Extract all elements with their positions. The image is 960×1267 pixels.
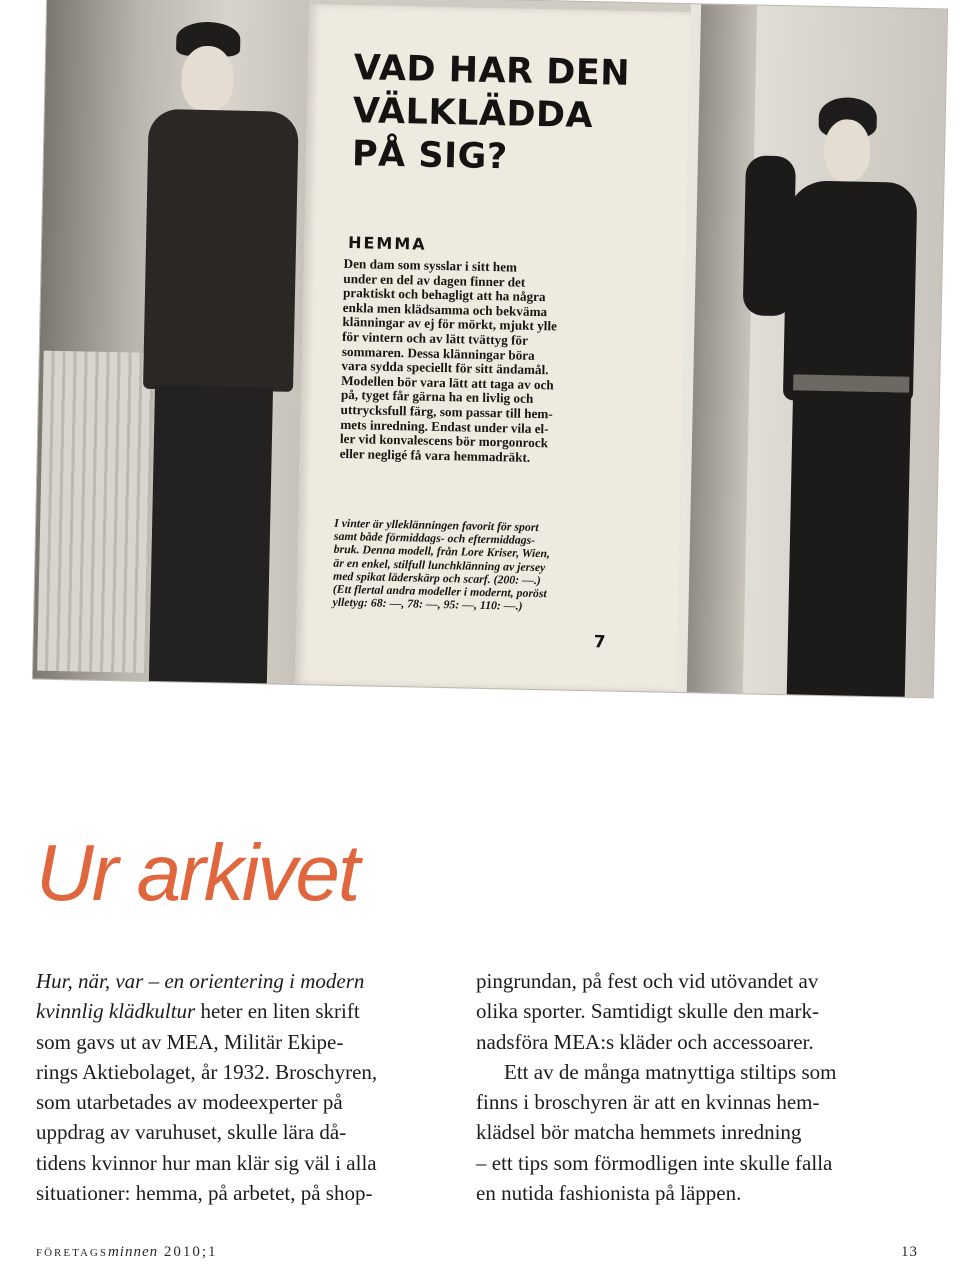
footer-page-number: 13 [901,1244,918,1260]
footer-publication: företagsminnen 2010;1 [36,1244,218,1260]
text-line: klädsel bör matcha hemmets inredning [476,1120,802,1145]
text-line: som gavs ut av MEA, Militär Ekipe- [36,1029,344,1054]
text-line: rings Aktiebolaget, år 1932. Broschyren, [36,1059,378,1084]
text-line: olika sporter. Samtidigt skulle den mark- [476,999,819,1024]
text-line: en nutida fashionista på läppen. [476,1181,742,1206]
text-line: – ett tips som förmodligen inte skulle falla [476,1150,833,1175]
brochure-section-label: HEMMA [347,233,427,254]
text-line: nadsföra MEA:s kläder och accessoarer. [476,1029,814,1054]
brochure-body: Den dam som sysslar i sitt hem under en del av dagen finner det praktiskt och behagligt att ha några enkla men klädsamma och bekväma klänningar av ej för mörkt, mjukt ylle för vintern och av lätt tvättyg för sommaren. Dessa klänningar böra vara sydda speciellt för sitt ändamål. Modellen bör vara lätt att taga av och på, tyget får gärna ha en livlig och uttrycksfull färg, som passar till hem- mets inredning. Endast under vila el- ler vid konvalescens bör morgonrock eller negligé få vara hemmadräkt. [339,255,558,465]
brochure-heading: VAD HAR DEN VÄLKLÄDDA PÅ SIG? [351,48,631,178]
article-title: Ur arkivet [36,828,359,917]
brochure-page [295,4,691,692]
woman-in-suit-figure [129,15,313,684]
article-column-left [36,966,446,1208]
text-line: situationer: hemma, på arbetet, på shop- [36,1181,373,1206]
photo-right-panel [677,4,947,697]
brochure-caption: I vinter är ylleklänningen favorit för sport samt både förmiddags- och eftermiddags- bruk. Denna modell, från Lore Kriser, Wien, är en enkel, stilfull lunchklänning av jersey med spikat läderskärp och scarf. (200: —.) (Ett flertal andra modeller i modernt, poröst ylletyg: 68: —, 78: —, 95: —, 110: —.) [332,515,551,613]
text-line: kvinnlig klädkultur heter en liten skrift [36,999,360,1024]
brochure-page-number: 7 [593,632,606,653]
text-line: tidens kvinnor hur man klär sig väl i alla [36,1150,377,1175]
text-line: som utarbetades av modeexperter på [36,1090,343,1115]
text-line: Hur, när, var – en orientering i modern [36,969,365,993]
woman-in-dress-figure [727,95,940,697]
text-line: uppdrag av varuhuset, skulle lära då- [36,1120,347,1145]
text-line: pingrundan, på fest och vid utövandet av [476,969,819,993]
text-line: Ett av de många matnyttiga stiltips som [504,1059,837,1084]
text-line: finns i broschyren är att en kvinnas hem- [476,1090,820,1115]
archive-photo [33,0,947,697]
article-column-right [476,966,916,1208]
photo-left-panel [33,0,309,684]
